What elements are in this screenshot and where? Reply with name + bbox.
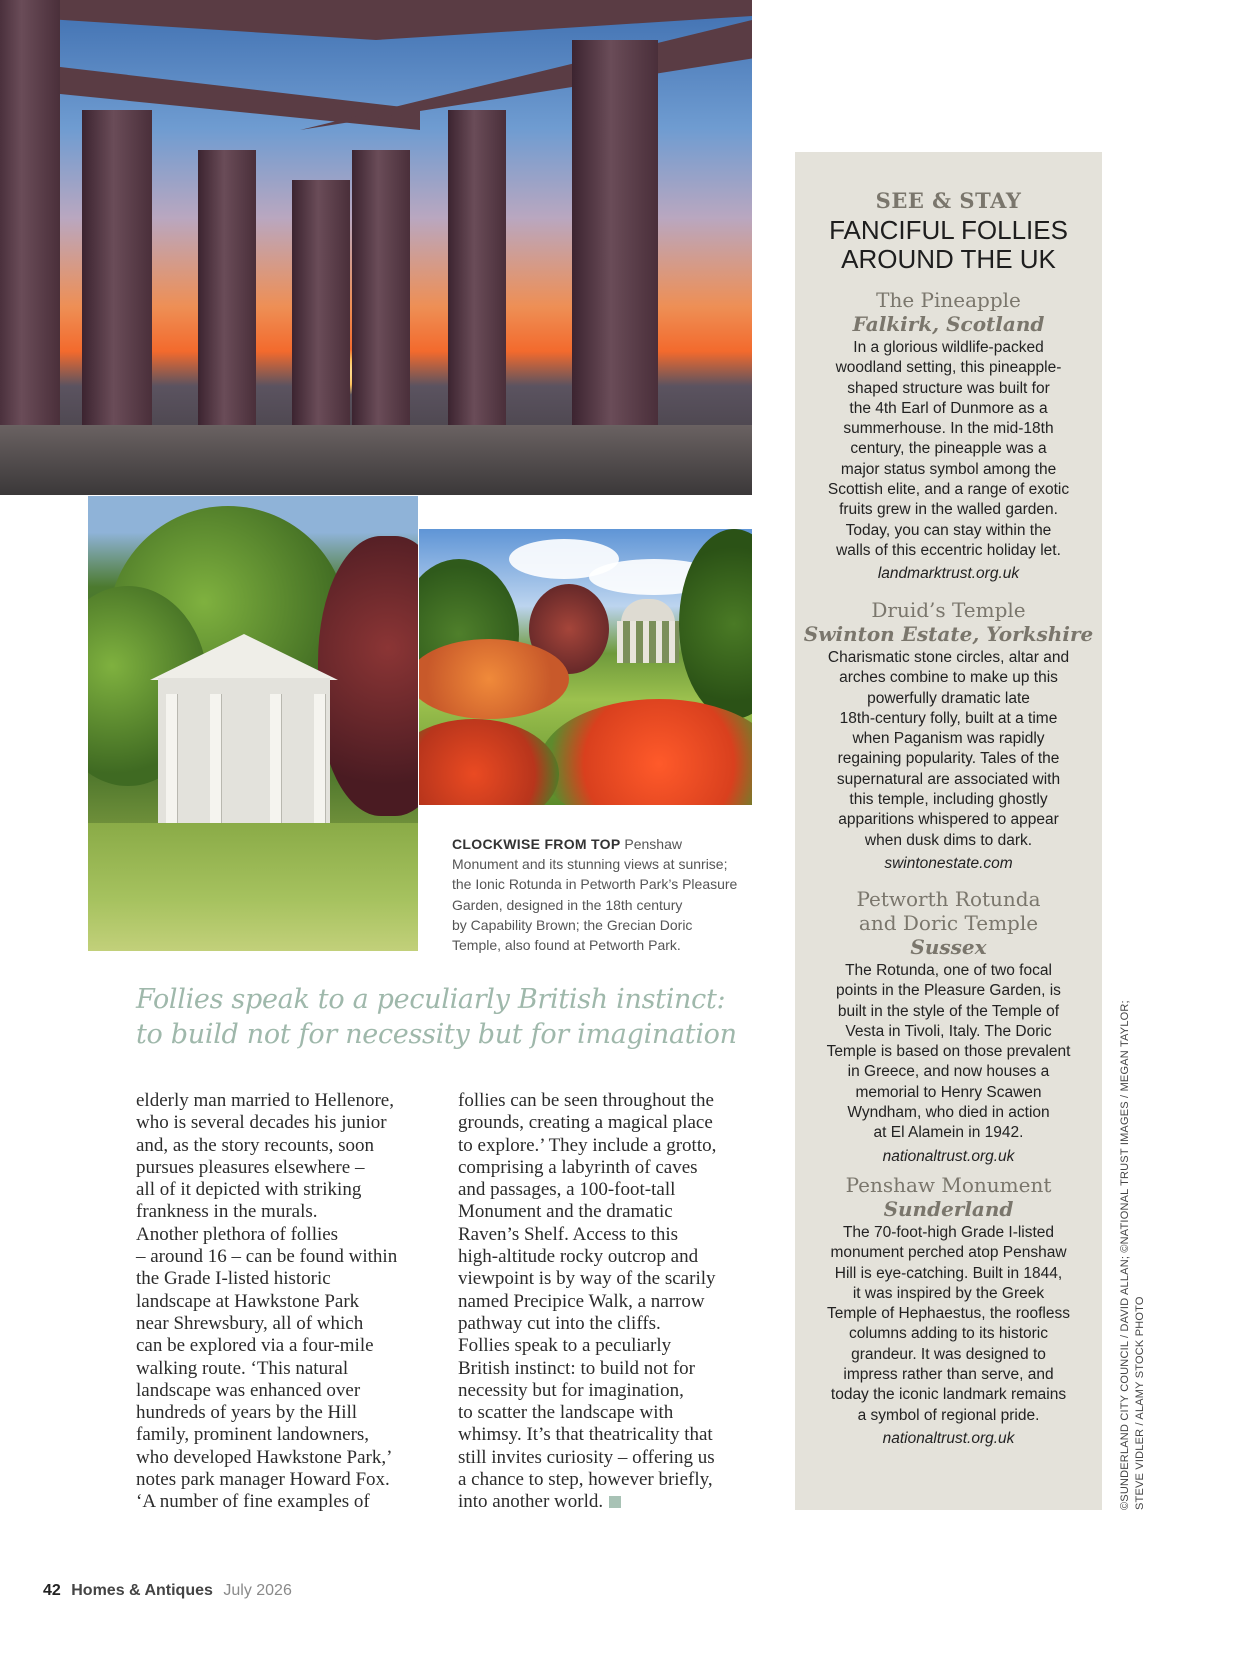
azalea-bush [419, 639, 569, 719]
temple-column [270, 694, 281, 824]
pull-quote [136, 982, 756, 1052]
folly-website: swintonestate.com [884, 854, 1013, 872]
body-line: near Shrewsbury, all of which [136, 1312, 364, 1334]
column [448, 110, 506, 433]
temple-column [210, 694, 221, 824]
folly-entry [795, 887, 1102, 1167]
folly-location: Falkirk, Scotland [852, 312, 1045, 336]
temple-column [166, 694, 177, 824]
body-column-2 [458, 1090, 758, 1514]
caption-line: by Capability Brown; the Grecian Doric [452, 916, 693, 933]
column [0, 0, 60, 433]
azalea-bush [539, 699, 752, 805]
body-line: and, as the story recounts, soon [136, 1134, 374, 1156]
body-column-1 [136, 1090, 436, 1514]
body-line: still invites curiosity – offering us [458, 1446, 715, 1468]
body-line: Raven’s Shelf. Access to this [458, 1223, 679, 1245]
folly-description [795, 338, 1102, 561]
body-line: ‘A number of fine examples of [136, 1491, 370, 1513]
folly-description-line: today the iconic landmark remains [830, 1386, 1067, 1404]
body-line: all of it depicted with striking [136, 1179, 362, 1201]
caption-line: Garden, designed in the 18th century [452, 896, 683, 913]
folly-website: nationaltrust.org.uk [882, 1147, 1015, 1165]
folly-description-line: arches combine to make up this [839, 669, 1058, 687]
caption-line: Temple, also found at Petworth Park. [452, 937, 681, 954]
column [82, 110, 152, 433]
folly-description [795, 961, 1102, 1144]
caption-line: Penshaw [620, 836, 682, 852]
folly-description-line: shaped structure was built for [847, 379, 1050, 397]
folly-description-line: supernatural are associated with [836, 770, 1061, 788]
folly-entry [795, 1173, 1102, 1449]
folly-description-line: at El Alamein in 1942. [873, 1124, 1024, 1142]
body-line: frankness in the murals. [136, 1201, 318, 1223]
stone-floor [0, 425, 752, 495]
folly-description-line: 18th-century folly, built at a time [839, 709, 1058, 727]
folly-location: Sussex [910, 935, 987, 959]
body-line: viewpoint is by way of the scarily [458, 1268, 716, 1290]
roof-cornice [0, 0, 752, 40]
meadow [88, 823, 418, 951]
photo-caption [452, 834, 752, 955]
folly-description-line: Temple of Hephaestus, the roofless [827, 1305, 1070, 1323]
folly-description-line: in Greece, and now houses a [847, 1063, 1050, 1081]
folly-description-line: monument perched atop Penshaw [830, 1244, 1067, 1262]
folly-name: Penshaw Monument [845, 1173, 1052, 1197]
body-line: named Precipice Walk, a narrow [458, 1290, 705, 1312]
folly-website: landmarktrust.org.uk [877, 565, 1020, 583]
folly-entry [795, 598, 1102, 874]
rotunda-dome [621, 599, 675, 623]
pull-quote-line: to build not for necessity but for imagination [136, 1019, 737, 1050]
caption-line: the Ionic Rotunda in Petworth Park’s Pleasure [452, 876, 738, 893]
folly-description-line: fruits grew in the walled garden. [839, 501, 1058, 519]
folly-description-line: major status symbol among the [840, 460, 1057, 478]
sidebar-title-line: FANCIFUL FOLLIES [829, 215, 1068, 245]
folly-description-line: this temple, including ghostly [849, 791, 1048, 809]
sidebar-title [795, 216, 1102, 274]
body-line: British instinct: to build not for [458, 1357, 695, 1379]
folly-name: Druid’s Temple [871, 598, 1026, 622]
folly-description-line: columns adding to its historic [848, 1325, 1048, 1343]
folly-entry [795, 288, 1102, 584]
body-line: notes park manager Howard Fox. [136, 1469, 390, 1491]
folly-description-line: Charismatic stone circles, altar and [827, 649, 1070, 666]
folly-description-line: memorial to Henry Scawen [855, 1083, 1042, 1101]
folly-description-line: the 4th Earl of Dunmore as a [849, 399, 1048, 417]
body-line: – around 16 – can be found within [136, 1246, 398, 1268]
page-number: 42 [43, 1582, 61, 1599]
folly-description-line: summerhouse. In the mid-18th [843, 420, 1054, 438]
column [292, 180, 350, 433]
folly-description-line: apparitions whispered to appear [838, 811, 1059, 829]
body-line: high-altitude rocky outcrop and [458, 1246, 699, 1268]
folly-description-line: Today, you can stay within the [845, 521, 1052, 539]
body-line: Follies speak to a peculiarly [458, 1335, 672, 1357]
folly-description-line: a symbol of regional pride. [857, 1406, 1040, 1424]
rotunda-colonnade [617, 621, 679, 663]
folly-description-line: Vesta in Tivoli, Italy. The Doric [845, 1022, 1052, 1040]
photo-doric-temple [88, 496, 418, 951]
temple-pediment [150, 634, 338, 680]
folly-description [795, 1223, 1102, 1426]
body-line: the Grade I-listed historic [136, 1268, 331, 1290]
folly-description-line: points in the Pleasure Garden, is [836, 982, 1061, 1000]
body-line: comprising a labyrinth of caves [458, 1156, 698, 1178]
folly-description-line: Temple is based on those prevalent [826, 1043, 1071, 1061]
pull-quote-line: Follies speak to a peculiarly British instinct: [136, 984, 726, 1015]
tree [679, 529, 752, 719]
magazine-name: Homes & Antiques [71, 1582, 213, 1599]
temple-building [158, 678, 330, 824]
folly-description [795, 648, 1102, 851]
body-line: whimsy. It’s that theatricality that [458, 1424, 713, 1446]
folly-description-line: when dusk dims to dark. [864, 831, 1033, 849]
end-of-article-icon [609, 1496, 621, 1508]
sidebar-kicker: SEE & STAY [875, 188, 1022, 213]
caption-line: Monument and its stunning views at sunrise; [452, 856, 728, 873]
body-line: family, prominent landowners, [136, 1424, 370, 1446]
column [198, 150, 256, 433]
body-line: who developed Hawkstone Park,’ [136, 1446, 393, 1468]
caption-lead: CLOCKWISE FROM TOP [452, 836, 621, 852]
body-line: grounds, creating a magical place [458, 1112, 713, 1134]
folly-description-line: impress rather than serve, and [843, 1366, 1054, 1384]
folly-name: The Pineapple [876, 288, 1021, 312]
body-line: to explore.’ They include a grotto, [458, 1134, 717, 1156]
folly-location: Sunderland [883, 1197, 1014, 1221]
body-line: Another plethora of follies [136, 1223, 339, 1245]
body-line: follies can be seen throughout the [458, 1090, 714, 1111]
body-line: who is several decades his junior [136, 1112, 387, 1134]
body-line: landscape was enhanced over [136, 1379, 361, 1401]
body-line: can be explored via a four-mile [136, 1335, 374, 1357]
body-line: pursues pleasures elsewhere – [136, 1156, 365, 1178]
photo-penshaw-monument [0, 0, 752, 495]
temple-column [314, 694, 325, 824]
folly-description-line: Wyndham, who died in action [847, 1104, 1050, 1122]
folly-description-line: grandeur. It was designed to [851, 1345, 1046, 1363]
folly-description-line: it was inspired by the Greek [852, 1284, 1045, 1302]
folly-description-line: Hill is eye-catching. Built in 1844, [834, 1264, 1063, 1282]
folly-description-line: powerfully dramatic late [867, 689, 1030, 707]
folly-description-line: regaining popularity. Tales of the [837, 750, 1060, 768]
page-footer [43, 1582, 292, 1600]
body-line: to scatter the landscape with [458, 1402, 674, 1424]
body-line: hundreds of years by the Hill [136, 1402, 358, 1424]
see-and-stay-sidebar [795, 152, 1102, 1510]
azalea-bush [419, 719, 559, 805]
folly-description-line: The 70-foot-high Grade I-listed [842, 1224, 1055, 1241]
body-line: necessity but for imagination, [458, 1379, 684, 1401]
issue-date: July 2026 [223, 1582, 292, 1599]
folly-location: Swinton Estate, Yorkshire [803, 622, 1094, 646]
credit-line: ©SUNDERLAND CITY COUNCIL / DAVID ALLAN; ©NATIONAL TRUST IMAGES / MEGAN TAYLOR; [1119, 1000, 1131, 1510]
folly-website: nationaltrust.org.uk [882, 1429, 1015, 1447]
folly-description-line: when Paganism was rapidly [852, 730, 1045, 748]
sidebar-title-line: AROUND THE UK [841, 244, 1056, 274]
folly-description-line: woodland setting, this pineapple- [835, 359, 1062, 377]
photo-ionic-rotunda [419, 529, 752, 805]
folly-name: and Doric Temple [858, 911, 1039, 935]
body-line: a chance to step, however briefly, [458, 1469, 713, 1491]
photo-credit [1118, 990, 1148, 1510]
folly-description-line: Scottish elite, and a range of exotic [827, 481, 1070, 499]
body-line: pathway cut into the cliffs. [458, 1312, 661, 1334]
body-line: Monument and the dramatic [458, 1201, 673, 1223]
body-line: landscape at Hawkstone Park [136, 1290, 360, 1312]
folly-description-line: The Rotunda, one of two focal [845, 962, 1052, 979]
credit-line: STEVE VIDLER / ALAMY STOCK PHOTO [1134, 1296, 1146, 1510]
body-line: into another world. [458, 1491, 758, 1513]
folly-description-line: walls of this eccentric holiday let. [836, 541, 1061, 559]
folly-name: Petworth Rotunda [856, 887, 1041, 911]
body-line: and passages, a 100-foot-tall [458, 1179, 676, 1201]
column [572, 40, 658, 433]
folly-description-line: In a glorious wildlife-packed [853, 339, 1044, 356]
folly-description-line: built in the style of the Temple of [837, 1002, 1060, 1020]
folly-description-line: century, the pineapple was a [850, 440, 1047, 458]
body-line: elderly man married to Hellenore, [136, 1090, 394, 1111]
body-line: walking route. ‘This natural [136, 1357, 349, 1379]
column [352, 150, 410, 433]
